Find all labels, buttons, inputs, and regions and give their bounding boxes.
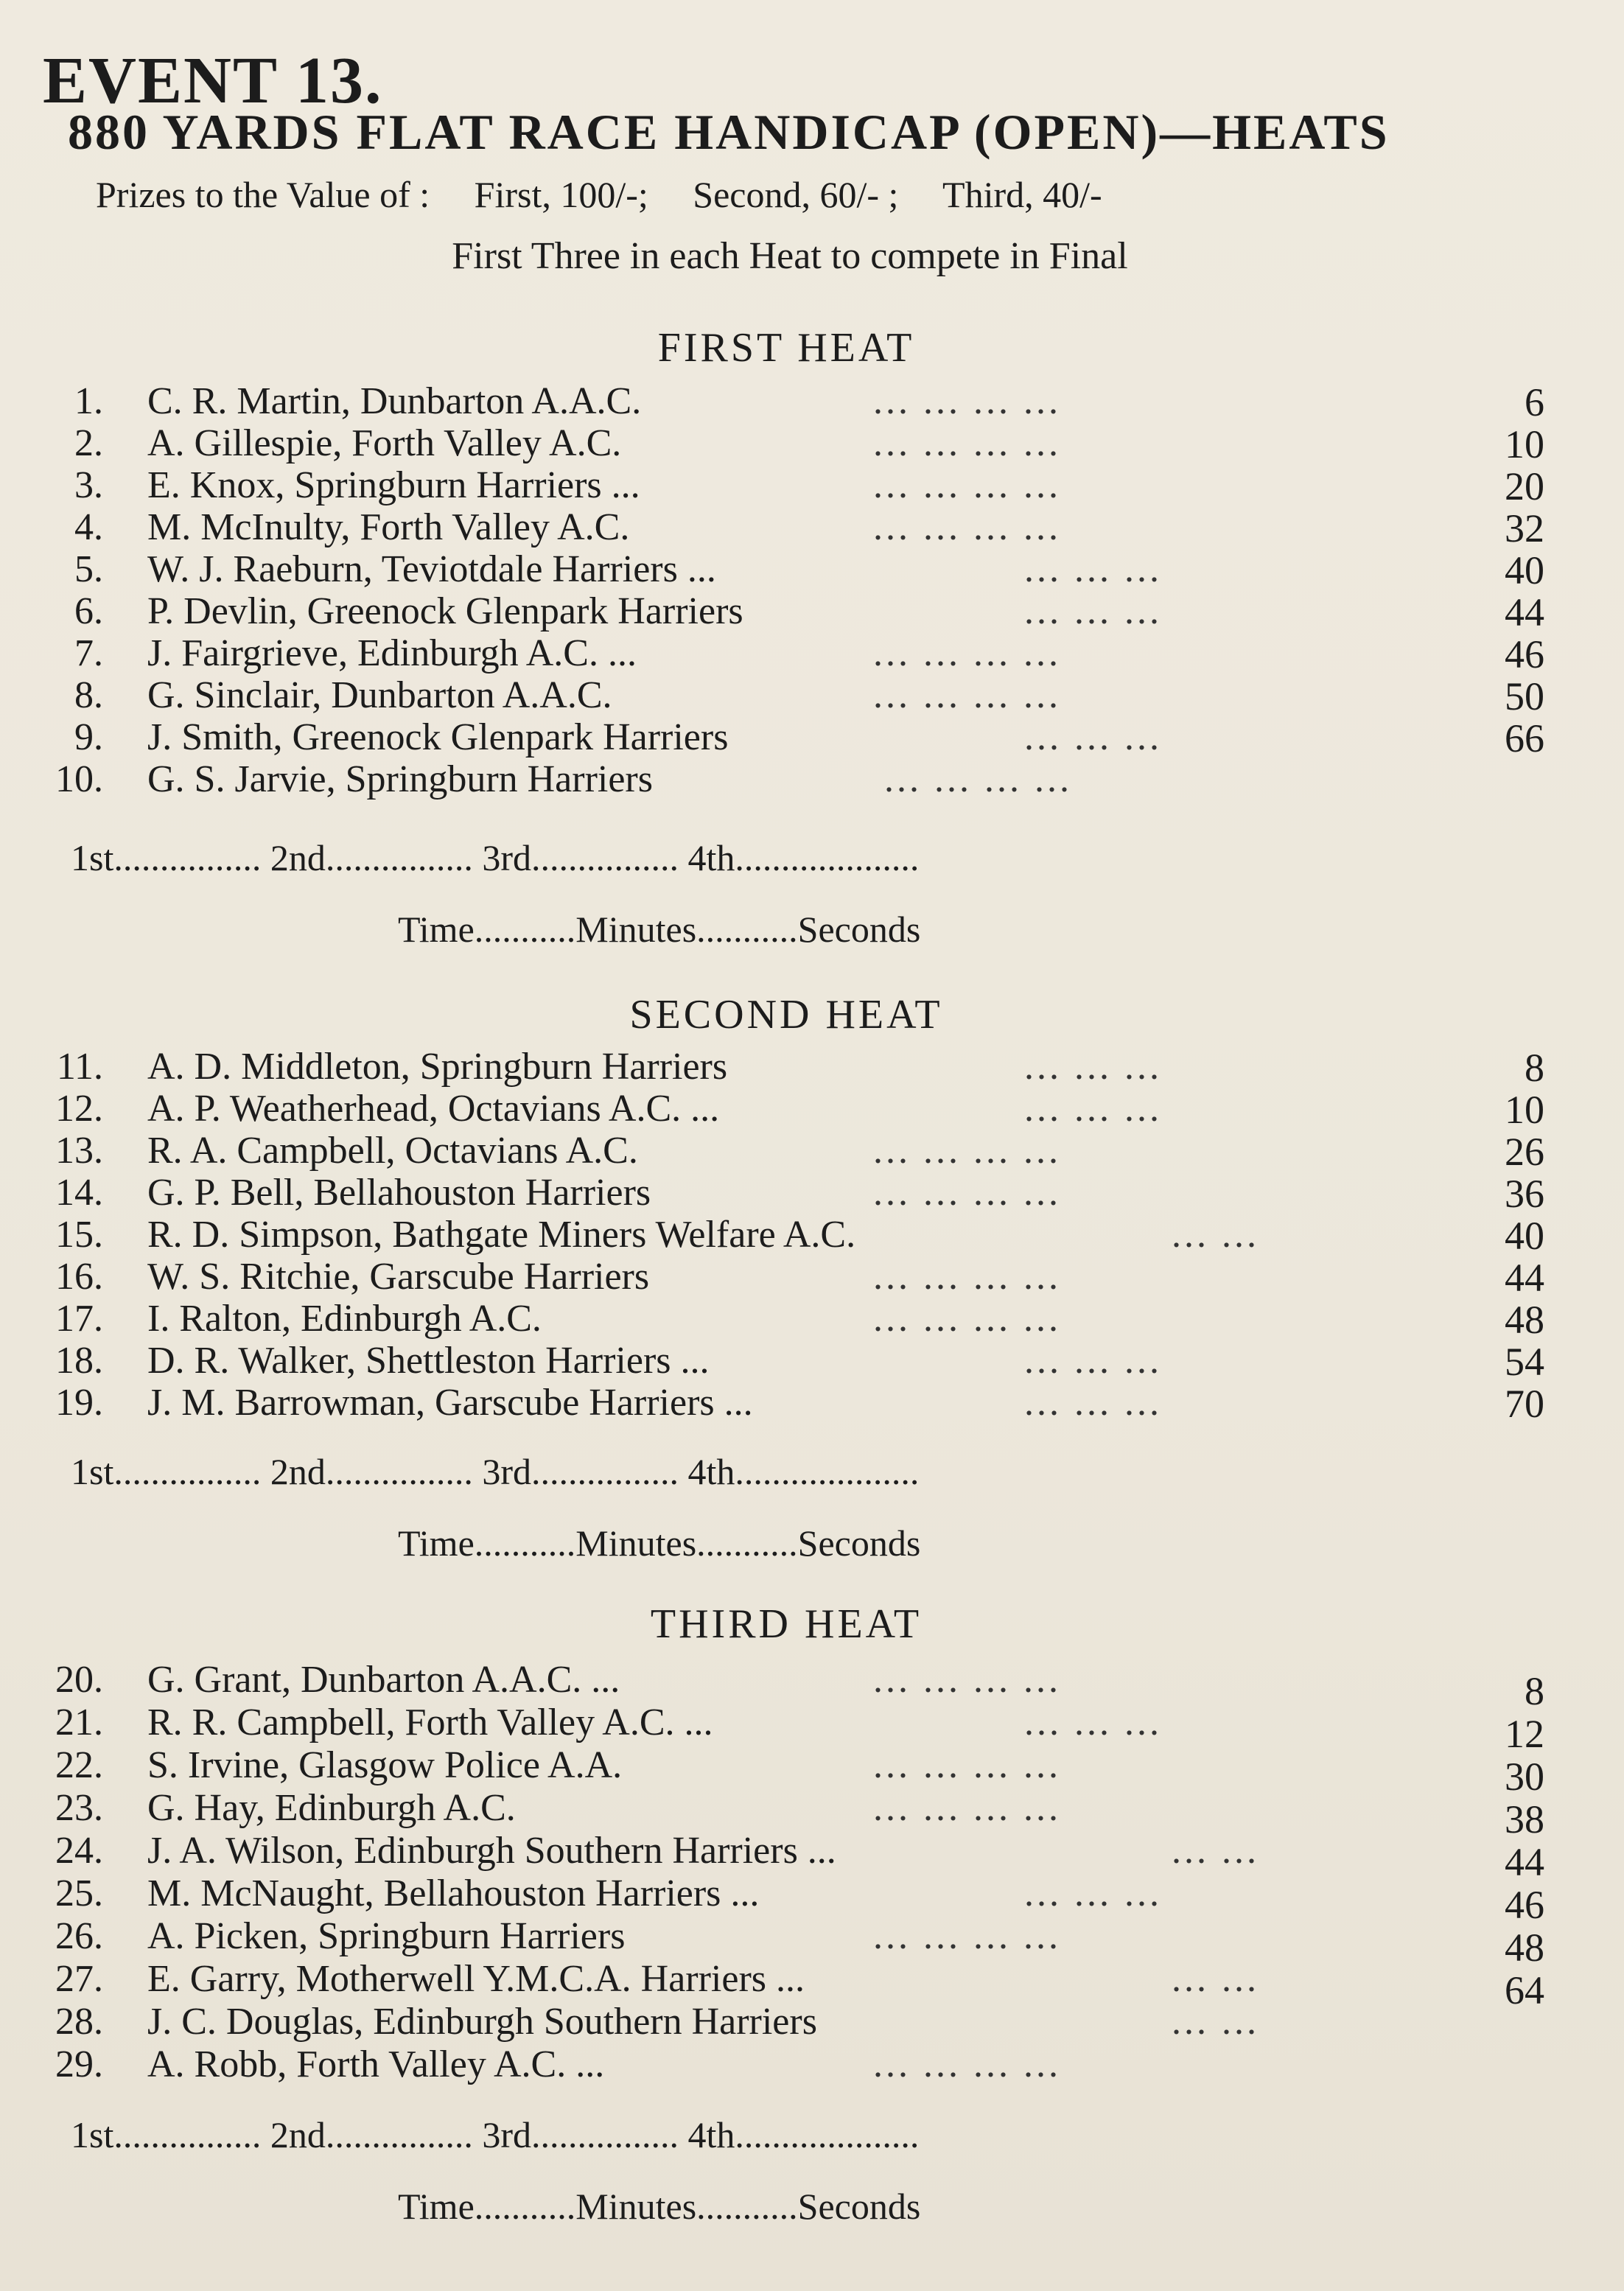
entry-handicap: 48 [1505, 1298, 1544, 1342]
entry-number: 26. [55, 1915, 103, 1957]
entry-row [0, 1914, 1624, 1970]
prize-second: Second, 60/- ; [693, 174, 899, 215]
event-title: EVENT 13. [43, 44, 383, 117]
entry-handicap: 40 [1505, 548, 1544, 592]
entry-row [0, 1957, 1624, 2012]
leader-dots: ... ... ... ... [873, 1915, 1061, 1957]
entry-number: 3. [74, 464, 103, 506]
entry-row [0, 2000, 1624, 2043]
entry-name: J. A. Wilson, Edinburgh Southern Harriers ... [147, 1830, 836, 1872]
entry-name: G. P. Bell, Bellahouston Harriers [147, 1172, 651, 1214]
entry-number: 18. [55, 1340, 103, 1382]
entry-row [0, 1872, 1624, 1927]
entry-number: 28. [55, 2001, 103, 2043]
leader-dots: ... ... ... [1024, 1701, 1162, 1743]
entry-row [0, 1829, 1624, 1884]
entry-name: J. Fairgrieve, Edinburgh A.C. ... [147, 632, 637, 674]
entry-row [0, 1701, 1624, 1756]
entry-row [0, 422, 1624, 464]
entry-handicap: 20 [1505, 464, 1544, 508]
leader-dots: ... ... ... ... [873, 1172, 1061, 1214]
entry-handicap: 44 [1505, 590, 1544, 634]
entry-number: 23. [55, 1787, 103, 1829]
entry-number: 16. [55, 1256, 103, 1298]
leader-dots: ... ... ... [1024, 716, 1162, 758]
entry-name: P. Devlin, Greenock Glenpark Harriers [147, 590, 743, 632]
entry-row [0, 632, 1624, 674]
entry-number: 19. [55, 1382, 103, 1424]
entry-handicap: 46 [1505, 632, 1544, 676]
placings-line: 1st................ 2nd................ 3rd................ 4th.................... [71, 837, 920, 878]
leader-dots: ... ... ... [1024, 1046, 1162, 1088]
leader-dots: ... ... ... [1024, 590, 1162, 632]
entry-row [0, 674, 1624, 716]
entry-row [0, 1171, 1624, 1214]
entry-row [0, 1213, 1624, 1256]
entry-name: A. Picken, Springburn Harriers [147, 1915, 626, 1957]
entry-number: 6. [74, 590, 103, 632]
prize-third: Third, 40/- [942, 174, 1102, 215]
entry-number: 29. [55, 2043, 103, 2085]
entry-name: R. D. Simpson, Bathgate Miners Welfare A.C. [147, 1214, 856, 1256]
entry-handicap: 44 [1505, 1840, 1544, 1884]
entry-name: M. McNaught, Bellahouston Harriers ... [147, 1872, 760, 1914]
entry-handicap: 32 [1505, 506, 1544, 550]
leader-dots: ... ... ... ... [873, 422, 1061, 464]
entry-row [0, 1129, 1624, 1172]
entry-number: 15. [55, 1214, 103, 1256]
leader-dots: ... ... ... ... [873, 1659, 1061, 1701]
entry-handicap: 48 [1505, 1926, 1544, 1970]
leader-dots: ... ... ... ... [873, 1298, 1061, 1340]
entry-number: 10. [55, 758, 103, 800]
leader-dots: ... ... ... ... [873, 1787, 1061, 1829]
entry-row [0, 590, 1624, 632]
entry-number: 2. [74, 422, 103, 464]
entry-row [0, 1786, 1624, 1841]
entry-handicap: 10 [1505, 422, 1544, 466]
leader-dots: ... ... ... ... [873, 506, 1061, 548]
leader-dots: ... ... ... [1024, 1340, 1162, 1382]
leader-dots: ... ... ... [1024, 1088, 1162, 1130]
entry-number: 25. [55, 1872, 103, 1914]
entry-number: 21. [55, 1701, 103, 1743]
entry-handicap: 54 [1505, 1340, 1544, 1384]
entry-row [0, 1297, 1624, 1340]
leader-dots: ... ... ... ... [873, 2043, 1061, 2085]
entry-handicap: 40 [1505, 1214, 1544, 1258]
leader-dots: ... ... [1172, 2001, 1259, 2043]
entry-name: W. S. Ritchie, Garscube Harriers [147, 1256, 650, 1298]
entry-handicap: 12 [1505, 1712, 1544, 1756]
entry-name: E. Garry, Motherwell Y.M.C.A. Harriers ... [147, 1958, 805, 2000]
entry-row [0, 1339, 1624, 1382]
entry-number: 11. [56, 1046, 103, 1088]
entry-name: E. Knox, Springburn Harriers ... [147, 464, 640, 506]
entry-name: J. C. Douglas, Edinburgh Southern Harriers [147, 2001, 817, 2043]
time-line: Time...........Minutes...........Seconds [398, 909, 921, 950]
entry-number: 8. [74, 674, 103, 716]
entry-handicap: 46 [1505, 1883, 1544, 1927]
entry-handicap: 26 [1505, 1130, 1544, 1174]
entry-number: 14. [55, 1172, 103, 1214]
placings-line: 1st................ 2nd................ 3rd................ 4th.................... [71, 2114, 920, 2155]
entry-name: M. McInulty, Forth Valley A.C. [147, 506, 630, 548]
entry-name: R. R. Campbell, Forth Valley A.C. ... [147, 1701, 713, 1743]
entry-row [0, 1743, 1624, 1799]
entry-name: A. D. Middleton, Springburn Harriers [147, 1046, 728, 1088]
entry-row [0, 1255, 1624, 1298]
entry-number: 7. [74, 632, 103, 674]
entry-row [0, 548, 1624, 590]
time-line: Time...........Minutes...........Seconds [398, 1522, 921, 1564]
entry-number: 24. [55, 1830, 103, 1872]
entry-number: 9. [74, 716, 103, 758]
entry-name: R. A. Campbell, Octavians A.C. [147, 1130, 638, 1172]
entry-row [0, 1658, 1624, 1713]
entry-handicap: 70 [1505, 1382, 1544, 1426]
entry-number: 17. [55, 1298, 103, 1340]
entry-number: 27. [55, 1958, 103, 2000]
leader-dots: ... ... ... ... [873, 1130, 1061, 1172]
entry-name: I. Ralton, Edinburgh A.C. [147, 1298, 542, 1340]
prize-first: First, 100/-; [474, 174, 648, 215]
entry-handicap: 8 [1525, 1669, 1544, 1713]
prizes-label: Prizes to the Value of : [96, 174, 430, 215]
entry-name: C. R. Martin, Dunbarton A.A.C. [147, 380, 642, 422]
entry-row [0, 716, 1624, 758]
leader-dots: ... ... ... ... [873, 632, 1061, 674]
entry-handicap: 8 [1525, 1046, 1544, 1090]
entry-number: 22. [55, 1744, 103, 1786]
leader-dots: ... ... ... ... [873, 380, 1061, 422]
qualify-note: First Three in each Heat to compete in Final [452, 235, 1128, 277]
heat-title: FIRST HEAT [657, 325, 915, 371]
heat-title: THIRD HEAT [650, 1601, 923, 1647]
prizes-line [96, 173, 1138, 216]
entry-name: A. Gillespie, Forth Valley A.C. [147, 422, 622, 464]
leader-dots: ... ... ... ... [884, 758, 1072, 800]
entry-number: 12. [55, 1088, 103, 1130]
entry-name: G. Sinclair, Dunbarton A.A.C. [147, 674, 612, 716]
entry-handicap: 50 [1505, 674, 1544, 718]
leader-dots: ... ... [1172, 1214, 1259, 1256]
entry-row [0, 1381, 1624, 1424]
entry-row [0, 1045, 1624, 1088]
entry-name: A. P. Weatherhead, Octavians A.C. ... [147, 1088, 720, 1130]
entry-row [0, 2043, 1624, 2085]
entry-row [0, 464, 1624, 506]
entry-row [0, 758, 1624, 800]
entry-row [0, 1087, 1624, 1130]
entry-handicap: 64 [1505, 1968, 1544, 2012]
heat-title: SECOND HEAT [629, 992, 943, 1038]
leader-dots: ... ... ... ... [873, 1256, 1061, 1298]
entry-name: A. Robb, Forth Valley A.C. ... [147, 2043, 605, 2085]
leader-dots: ... ... [1172, 1830, 1259, 1872]
entry-name: G. Hay, Edinburgh A.C. [147, 1787, 516, 1829]
leader-dots: ... ... ... ... [873, 674, 1061, 716]
time-line: Time...........Minutes...........Seconds [398, 2186, 921, 2227]
entry-handicap: 44 [1505, 1256, 1544, 1300]
entry-name: S. Irvine, Glasgow Police A.A. [147, 1744, 623, 1786]
entry-name: G. S. Jarvie, Springburn Harriers [147, 758, 653, 800]
entry-name: W. J. Raeburn, Teviotdale Harriers ... [147, 548, 716, 590]
entry-row [0, 379, 1624, 422]
entry-number: 20. [55, 1659, 103, 1701]
entry-handicap: 38 [1505, 1797, 1544, 1841]
placings-line: 1st................ 2nd................ 3rd................ 4th.................... [71, 1451, 920, 1492]
entry-handicap: 36 [1505, 1172, 1544, 1216]
entry-name: G. Grant, Dunbarton A.A.C. ... [147, 1659, 620, 1701]
entry-row [0, 506, 1624, 548]
entry-number: 13. [55, 1130, 103, 1172]
leader-dots: ... ... ... [1024, 1872, 1162, 1914]
entry-name: J. Smith, Greenock Glenpark Harriers [147, 716, 729, 758]
race-title: 880 YARDS FLAT RACE HANDICAP (OPEN)—HEATS [68, 104, 1390, 160]
entry-number: 1. [74, 380, 103, 422]
entry-name: J. M. Barrowman, Garscube Harriers ... [147, 1382, 753, 1424]
entry-name: D. R. Walker, Shettleston Harriers ... [147, 1340, 710, 1382]
entry-handicap: 30 [1505, 1755, 1544, 1799]
leader-dots: ... ... ... ... [873, 1744, 1061, 1786]
leader-dots: ... ... ... [1024, 548, 1162, 590]
leader-dots: ... ... ... [1024, 1382, 1162, 1424]
entry-handicap: 10 [1505, 1088, 1544, 1132]
entry-handicap: 6 [1525, 380, 1544, 424]
entry-number: 4. [74, 506, 103, 548]
leader-dots: ... ... [1172, 1958, 1259, 2000]
entry-number: 5. [74, 548, 103, 590]
entry-handicap: 66 [1505, 716, 1544, 760]
leader-dots: ... ... ... ... [873, 464, 1061, 506]
